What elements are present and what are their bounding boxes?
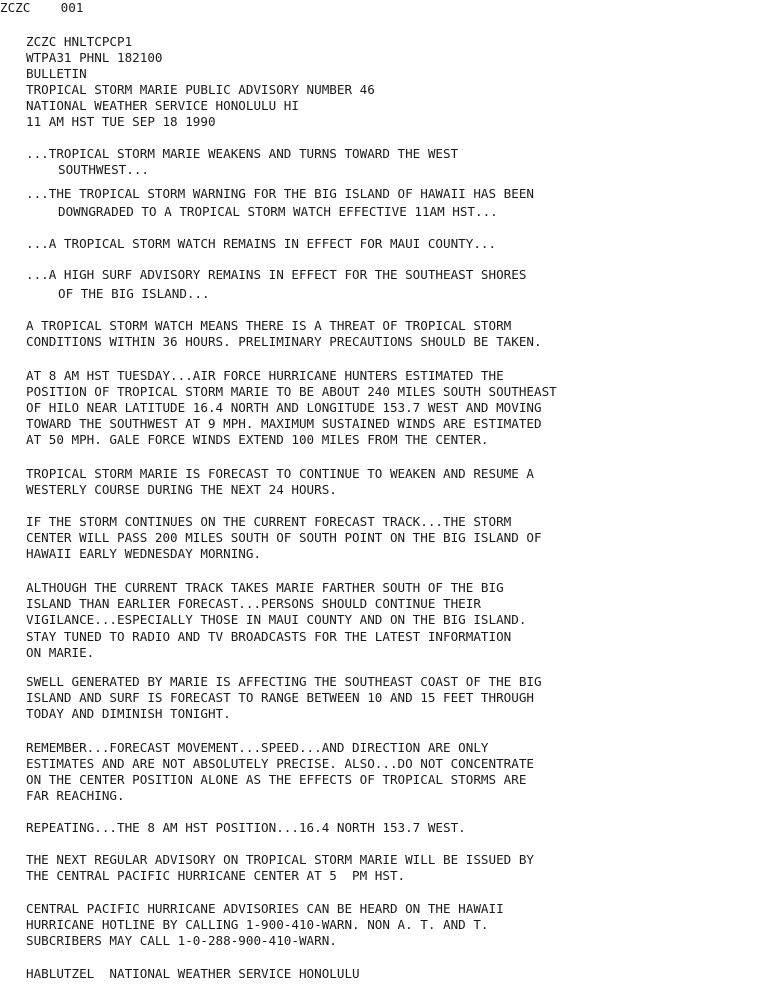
headline: ...A HIGH SURF ADVISORY REMAINS IN EFFECT FOR THE SOUTHEAST SHORES <box>26 267 527 282</box>
paragraph-line: ON MARIE. <box>26 645 95 660</box>
paragraph-line: ESTIMATES AND ARE NOT ABSOLUTELY PRECISE. ALSO...DO NOT CONCENTRATE <box>26 756 534 771</box>
heading-line: WTPA31 PHNL 182100 <box>26 50 163 65</box>
paragraph-line: WESTERLY COURSE DURING THE NEXT 24 HOURS. <box>26 482 337 497</box>
paragraph-line: REMEMBER...FORECAST MOVEMENT...SPEED...AND DIRECTION ARE ONLY <box>26 740 489 755</box>
advisory-title: TROPICAL STORM MARIE PUBLIC ADVISORY NUMBER 46 <box>26 82 375 97</box>
heading-line: ZCZC HNLTCPCP1 <box>26 34 133 49</box>
paragraph-line: SUBCRIBERS MAY CALL 1-0-288-900-410-WARN. <box>26 933 337 948</box>
headline: ...A TROPICAL STORM WATCH REMAINS IN EFFECT FOR MAUI COUNTY... <box>26 236 497 251</box>
paragraph-line: ON THE CENTER POSITION ALONE AS THE EFFECTS OF TROPICAL STORMS ARE <box>26 772 527 787</box>
issue-time: 11 AM HST TUE SEP 18 1990 <box>26 114 216 129</box>
heading-line: BULLETIN <box>26 66 87 81</box>
paragraph-line: ISLAND THAN EARLIER FORECAST...PERSONS SHOULD CONTINUE THEIR <box>26 596 481 611</box>
paragraph-line: AT 50 MPH. GALE FORCE WINDS EXTEND 100 MILES FROM THE CENTER. <box>26 432 489 447</box>
paragraph-line: OF HILO NEAR LATITUDE 16.4 NORTH AND LONGITUDE 153.7 WEST AND MOVING <box>26 400 542 415</box>
paragraph-line: POSITION OF TROPICAL STORM MARIE TO BE ABOUT 240 MILES SOUTH SOUTHEAST <box>26 384 557 399</box>
teletype-header: ZCZC 001 <box>0 0 84 15</box>
signature: HABLUTZEL NATIONAL WEATHER SERVICE HONOLULU <box>26 966 360 981</box>
paragraph-line: A TROPICAL STORM WATCH MEANS THERE IS A THREAT OF TROPICAL STORM <box>26 318 512 333</box>
headline-continuation: SOUTHWEST... <box>58 162 149 177</box>
paragraph-line: THE CENTRAL PACIFIC HURRICANE CENTER AT 5 PM HST. <box>26 868 406 883</box>
paragraph-line: TOWARD THE SOUTHWEST AT 9 MPH. MAXIMUM SUSTAINED WINDS ARE ESTIMATED <box>26 416 542 431</box>
headline-continuation: DOWNGRADED TO A TROPICAL STORM WATCH EFFECTIVE 11AM HST... <box>58 204 498 219</box>
paragraph-line: FAR REACHING. <box>26 788 125 803</box>
headline: ...THE TROPICAL STORM WARNING FOR THE BIG ISLAND OF HAWAII HAS BEEN <box>26 186 534 201</box>
paragraph-line: CONDITIONS WITHIN 36 HOURS. PRELIMINARY PRECAUTIONS SHOULD BE TAKEN. <box>26 334 542 349</box>
paragraph-line: SWELL GENERATED BY MARIE IS AFFECTING THE SOUTHEAST COAST OF THE BIG <box>26 674 542 689</box>
paragraph-line: HAWAII EARLY WEDNESDAY MORNING. <box>26 546 262 561</box>
paragraph-line: HURRICANE HOTLINE BY CALLING 1-900-410-WARN. NON A. T. AND T. <box>26 917 489 932</box>
paragraph-line: ISLAND AND SURF IS FORECAST TO RANGE BETWEEN 10 AND 15 FEET THROUGH <box>26 690 534 705</box>
paragraph-line: THE NEXT REGULAR ADVISORY ON TROPICAL STORM MARIE WILL BE ISSUED BY <box>26 852 534 867</box>
issuing-office: NATIONAL WEATHER SERVICE HONOLULU HI <box>26 98 299 113</box>
paragraph-line: VIGILANCE...ESPECIALLY THOSE IN MAUI COUNTY AND ON THE BIG ISLAND. <box>26 612 527 627</box>
headline: ...TROPICAL STORM MARIE WEAKENS AND TURNS TOWARD THE WEST <box>26 146 459 161</box>
headline-continuation: OF THE BIG ISLAND... <box>58 286 210 301</box>
paragraph-line: TODAY AND DIMINISH TONIGHT. <box>26 706 231 721</box>
paragraph-line: AT 8 AM HST TUESDAY...AIR FORCE HURRICANE HUNTERS ESTIMATED THE <box>26 368 504 383</box>
paragraph-line: IF THE STORM CONTINUES ON THE CURRENT FORECAST TRACK...THE STORM <box>26 514 512 529</box>
paragraph-line: STAY TUNED TO RADIO AND TV BROADCASTS FOR THE LATEST INFORMATION <box>26 629 512 644</box>
paragraph-line: CENTER WILL PASS 200 MILES SOUTH OF SOUTH POINT ON THE BIG ISLAND OF <box>26 530 542 545</box>
paragraph-line: REPEATING...THE 8 AM HST POSITION...16.4 NORTH 153.7 WEST. <box>26 820 466 835</box>
paragraph-line: TROPICAL STORM MARIE IS FORECAST TO CONTINUE TO WEAKEN AND RESUME A <box>26 466 534 481</box>
paragraph-line: ALTHOUGH THE CURRENT TRACK TAKES MARIE FARTHER SOUTH OF THE BIG <box>26 580 504 595</box>
paragraph-line: CENTRAL PACIFIC HURRICANE ADVISORIES CAN BE HEARD ON THE HAWAII <box>26 901 504 916</box>
